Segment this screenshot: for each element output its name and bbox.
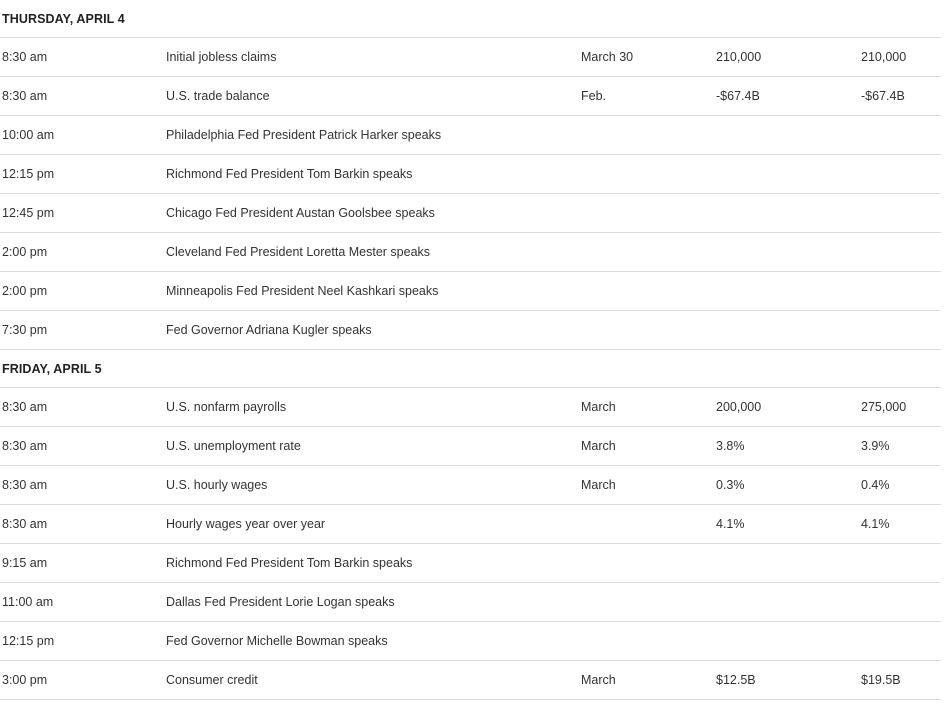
forecast-cell: $12.5B <box>716 673 756 687</box>
event-cell: Consumer credit <box>166 673 258 687</box>
forecast-cell: 0.3% <box>716 478 745 492</box>
previous-cell: 275,000 <box>861 400 907 414</box>
event-cell: Hourly wages year over year <box>166 517 326 531</box>
event-cell: Philadelphia Fed President Patrick Harker speaks <box>166 128 442 142</box>
forecast-cell: 200,000 <box>716 400 762 414</box>
event-cell: U.S. trade balance <box>166 89 270 103</box>
time-cell: 12:15 pm <box>2 634 55 648</box>
previous-cell: 0.4% <box>861 478 890 492</box>
table-row <box>0 38 941 77</box>
forecast-cell: 210,000 <box>716 50 762 64</box>
table-row <box>0 116 941 155</box>
event-cell: Chicago Fed President Austan Goolsbee speaks <box>166 206 435 220</box>
day-header-thursday: THURSDAY, APRIL 4 <box>0 0 941 38</box>
time-cell: 8:30 am <box>2 400 48 414</box>
table-row <box>0 544 941 583</box>
time-cell: 10:00 am <box>2 128 55 142</box>
time-cell: 8:30 am <box>2 439 48 453</box>
forecast-cell: 3.8% <box>716 439 745 453</box>
period-cell: March <box>581 478 616 492</box>
table-row <box>0 155 941 194</box>
table-row <box>0 311 941 350</box>
table-row <box>0 427 941 466</box>
previous-cell: 3.9% <box>861 439 890 453</box>
event-cell: Richmond Fed President Tom Barkin speaks <box>166 167 413 181</box>
table-row <box>0 661 941 700</box>
event-cell: U.S. hourly wages <box>166 478 268 492</box>
time-cell: 8:30 am <box>2 517 48 531</box>
time-cell: 2:00 pm <box>2 245 48 259</box>
table-row <box>0 466 941 505</box>
event-cell: Fed Governor Michelle Bowman speaks <box>166 634 388 648</box>
event-cell: U.S. unemployment rate <box>166 439 301 453</box>
time-cell: 11:00 am <box>2 595 54 609</box>
time-cell: 3:00 pm <box>2 673 48 687</box>
period-cell: March 30 <box>581 50 634 64</box>
period-cell: March <box>581 439 616 453</box>
day-header-friday: FRIDAY, APRIL 5 <box>0 350 941 388</box>
period-cell: March <box>581 673 616 687</box>
time-cell: 12:15 pm <box>2 167 55 181</box>
event-cell: Initial jobless claims <box>166 50 277 64</box>
previous-cell: $19.5B <box>861 673 901 687</box>
time-cell: 12:45 pm <box>2 206 55 220</box>
table-row <box>0 505 941 544</box>
time-cell: 8:30 am <box>2 478 48 492</box>
event-cell: Minneapolis Fed President Neel Kashkari speaks <box>166 284 439 298</box>
previous-cell: 210,000 <box>861 50 907 64</box>
time-cell: 8:30 am <box>2 50 48 64</box>
event-cell: Richmond Fed President Tom Barkin speaks <box>166 556 413 570</box>
previous-cell: 4.1% <box>861 517 890 531</box>
event-cell: Fed Governor Adriana Kugler speaks <box>166 323 372 337</box>
forecast-cell: -$67.4B <box>716 89 760 103</box>
time-cell: 8:30 am <box>2 89 48 103</box>
event-cell: U.S. nonfarm payrolls <box>166 400 287 414</box>
table-row <box>0 77 941 116</box>
period-cell: Feb. <box>581 89 607 103</box>
time-cell: 7:30 pm <box>2 323 48 337</box>
time-cell: 2:00 pm <box>2 284 48 298</box>
table-row <box>0 194 941 233</box>
table-row <box>0 583 941 622</box>
event-cell: Cleveland Fed President Loretta Mester speaks <box>166 245 431 259</box>
table-row <box>0 622 941 661</box>
time-cell: 9:15 am <box>2 556 48 570</box>
forecast-cell: 4.1% <box>716 517 745 531</box>
table-row <box>0 272 941 311</box>
period-cell: March <box>581 400 616 414</box>
event-cell: Dallas Fed President Lorie Logan speaks <box>166 595 395 609</box>
table-row <box>0 388 941 427</box>
table-row <box>0 233 941 272</box>
previous-cell: -$67.4B <box>861 89 905 103</box>
